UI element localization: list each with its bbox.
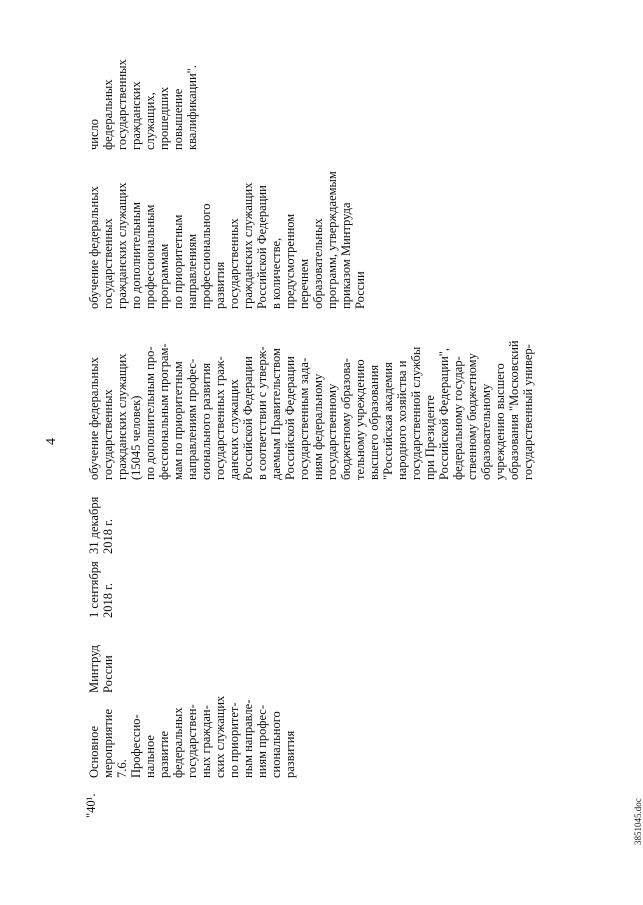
cell-activity: Основное мероприятие 7.6. Профессио- нальное развитие федеральных государствен- ных граждан- ских служащих по приоритет- ным направле- ниям профес- сионального развития [87, 695, 297, 778]
cell-executor: Минтруд России [87, 644, 115, 693]
cell-expected-result: обучение федеральных государственных гражданских служащих (15045 человек) по дополнительным про- фессиональным програм- мам по приоритетным направлениям профес- сионального развития государственных граж- данских служащих Российской Федерации в соответствии с утверж- даемым Правительством Российской Федерации государственным зада- ниям федеральному государственному бюджетному образова- тельному учреждению высшего образования "Российская академия народного хозяйства и государственной службы при Президенте Российской Федерации", федеральному государ- ственному бюджетному образовательному учреждению высшего образования "Московский государственный универ- [87, 340, 535, 480]
cell-start-date: 1 сентября 2018 г. [87, 561, 115, 618]
cell-mechanism: обучение федеральных государственных гражданских служащих по дополнительным профессиональным программам по приоритетным направлениям профессионального развития государственных гражданских служащих Российской Федерации в количестве, предусмотренном перечнем образовательных программ, утверждаемым приказом Минтруда России [87, 171, 367, 309]
file-name: 3851045.doc [633, 798, 643, 845]
cell-indicator: число федеральных государственных гражданских служащих, прошедших повышение квалификации". [87, 59, 199, 150]
page-number: 4 [44, 438, 59, 445]
cell-end-date: 31 декабря 2018 г. [87, 496, 115, 554]
row-number: "40¹. [84, 793, 98, 818]
